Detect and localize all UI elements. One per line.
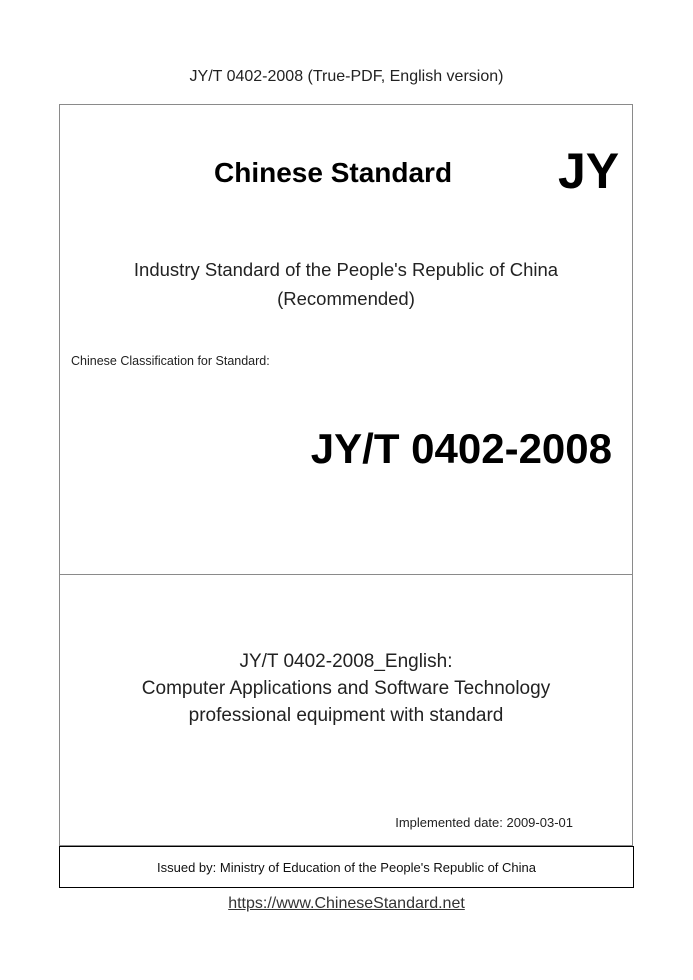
- implemented-date: Implemented date: 2009-03-01: [395, 815, 573, 830]
- standard-number: JY/T 0402-2008: [310, 425, 612, 472]
- industry-standard-line: Industry Standard of the People's Republic of China: [133, 259, 559, 280]
- brand-code: JY: [558, 143, 620, 199]
- cover-divider: [59, 574, 633, 575]
- document-title-line-2: Computer Applications and Software Technology: [141, 678, 551, 699]
- document-title-line-3: professional equipment with standard: [188, 705, 504, 726]
- page-header: JY/T 0402-2008 (True-PDF, English version): [189, 68, 504, 85]
- issuer-box: [59, 846, 634, 888]
- footer: [0, 895, 693, 913]
- document-title-line-1: JY/T 0402-2008_English:: [239, 651, 453, 672]
- classification-label: Chinese Classification for Standard:: [71, 354, 270, 368]
- recommended-line: (Recommended): [277, 288, 415, 309]
- issuer-text: Issued by: Ministry of Education of the People's Republic of China: [157, 859, 536, 875]
- website-link[interactable]: https://www.ChineseStandard.net: [228, 895, 465, 912]
- cover-frame: [59, 104, 633, 846]
- brand-title: Chinese Standard: [214, 157, 453, 188]
